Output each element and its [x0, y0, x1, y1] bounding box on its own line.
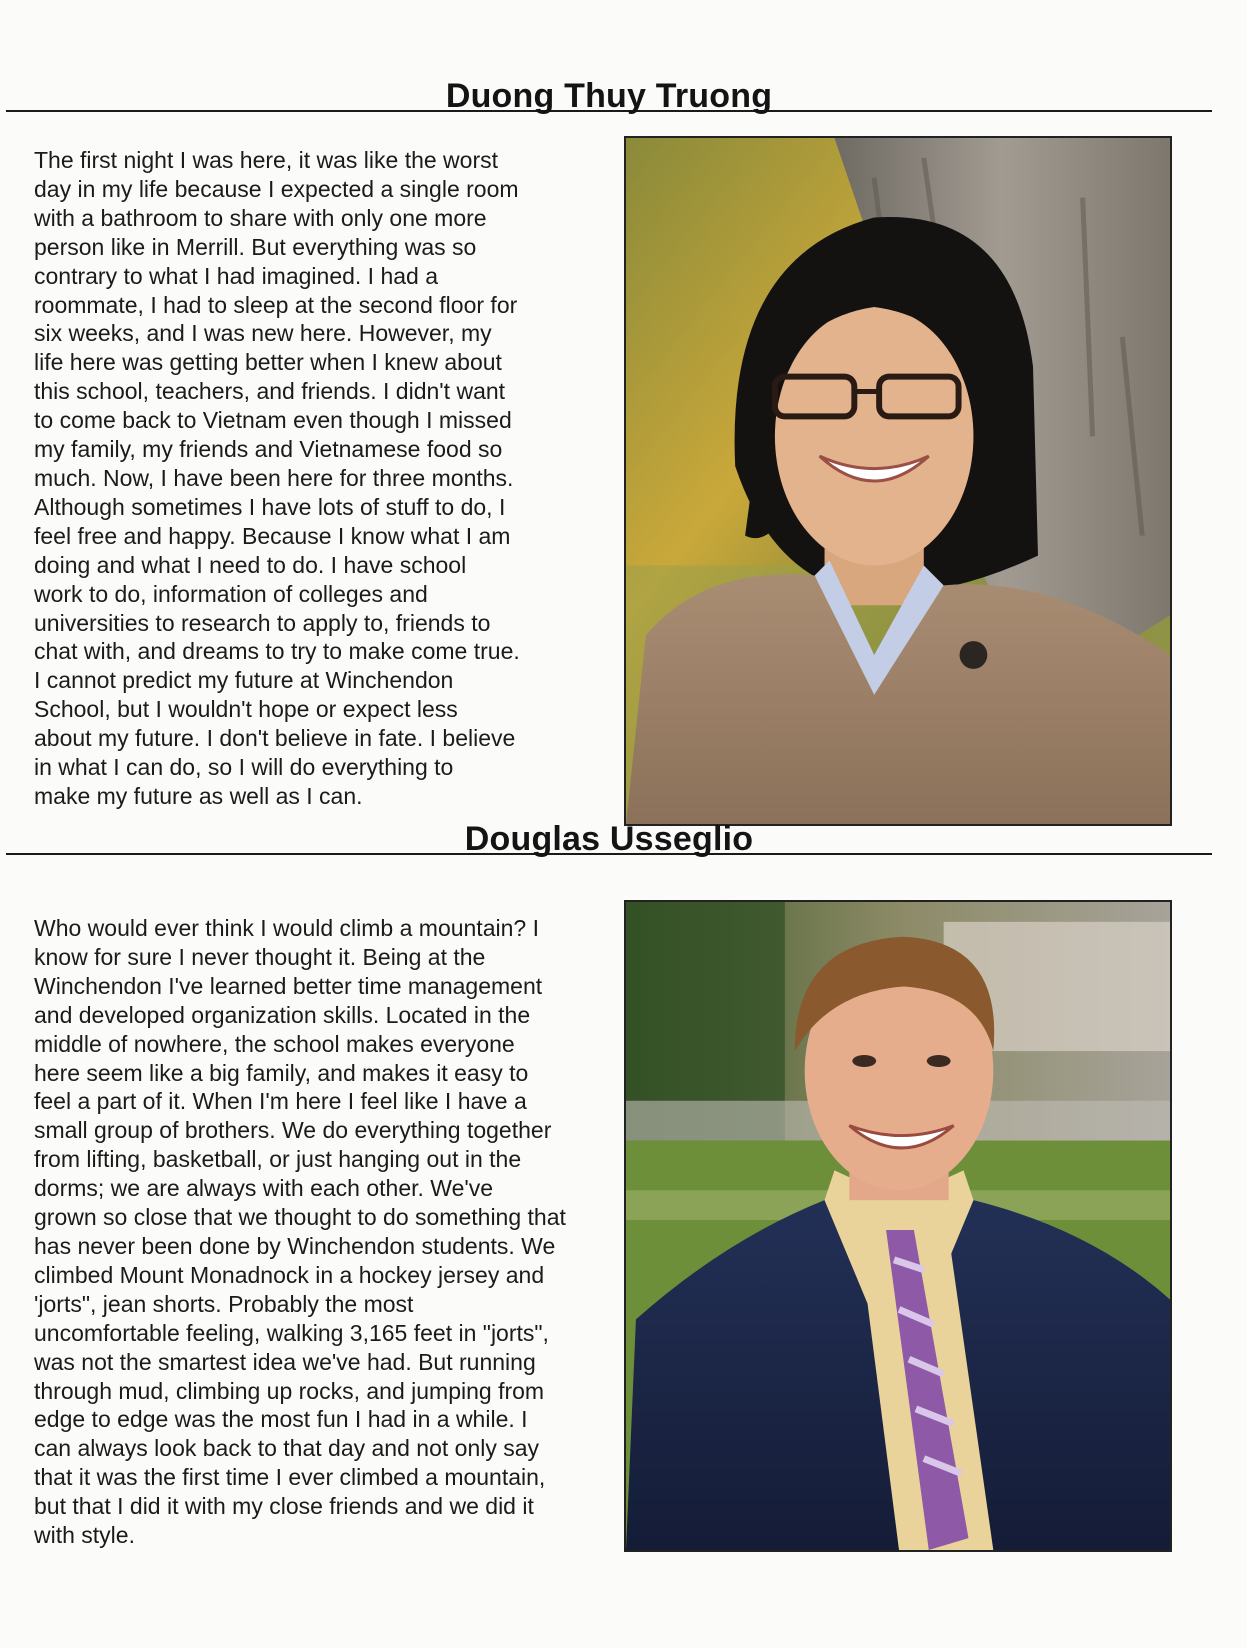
student-name: Douglas Usseglio: [464, 820, 754, 858]
bio-line: climbed Mount Monadnock in a hockey jersey and: [34, 1261, 545, 1288]
bio-line: to come back to Vietnam even though I missed: [34, 407, 512, 434]
bio-line: contrary to what I had imagined. I had a: [34, 262, 439, 289]
bio-line: from lifting, basketball, or just hanging out in the: [34, 1146, 522, 1173]
bio-line: with a bathroom to share with only one more: [34, 204, 487, 231]
bio-line: and developed organization skills. Located in the: [34, 1001, 531, 1028]
bio-line: Who would ever think I would climb a mountain? I: [34, 915, 539, 941]
bio-line: much. Now, I have been here for three months.: [34, 464, 514, 491]
bio-line: has never been done by Winchendon students. We: [34, 1232, 556, 1259]
bio-line: life here was getting better when I knew about: [34, 349, 502, 376]
bio-line: uncomfortable feeling, walking 3,165 feet in "jorts",: [34, 1319, 549, 1346]
student-portrait-photo: [624, 900, 1172, 1552]
bio-line: 'jorts", jean shorts. Probably the most: [34, 1290, 414, 1317]
bio-line: middle of nowhere, the school makes everyone: [34, 1030, 515, 1057]
bio-line: my family, my friends and Vietnamese food so: [34, 436, 503, 463]
student-portrait-photo: [624, 136, 1172, 826]
bio-line: Winchendon I've learned better time management: [34, 972, 543, 999]
name-heading-row: [6, 815, 1212, 858]
bio-line: with style.: [34, 1522, 135, 1549]
bio-line: that it was the first time I ever climbed a mountain,: [34, 1464, 546, 1491]
profile-section-2: [0, 820, 1247, 1648]
student-name: Duong Thuy Truong: [445, 77, 773, 115]
bio-line: here seem like a big family, and makes it easy to: [34, 1059, 529, 1086]
bio-line: feel a part of it. When I'm here I feel like I have a: [34, 1088, 527, 1115]
portrait-illustration: [626, 138, 1170, 824]
bio-line: but that I did it with my close friends and we did it: [34, 1493, 534, 1520]
bio-line: work to do, information of colleges and: [34, 580, 428, 607]
bio-line: person like in Merrill. But everything was so: [34, 233, 477, 260]
bio-line: in what I can do, so I will do everything to: [34, 754, 454, 781]
bio-line: six weeks, and I was new here. However, my: [34, 320, 492, 347]
bio-line: universities to research to apply to, friends to: [34, 609, 491, 636]
bio-line: can always look back to that day and not only say: [34, 1435, 540, 1462]
bio-line: day in my life because I expected a single room: [34, 175, 519, 202]
bio-line: was not the smartest idea we've had. But running: [34, 1348, 536, 1375]
bio-line: grown so close that we thought to do something that: [34, 1204, 566, 1231]
portrait-illustration: [626, 902, 1170, 1550]
bio-line: know for sure I never thought it. Being at the: [34, 943, 486, 970]
bio-line: about my future. I don't believe in fate. I believe: [34, 725, 516, 752]
bio-line: through mud, climbing up rocks, and jumping from: [34, 1377, 545, 1404]
bio-line: chat with, and dreams to try to make come true.: [34, 638, 520, 665]
bio-line: this school, teachers, and friends. I didn't want: [34, 378, 506, 405]
bio-line: Although sometimes I have lots of stuff to do, I: [34, 493, 506, 520]
name-heading-row: [6, 72, 1212, 115]
bio-line: small group of brothers. We do everything together: [34, 1117, 552, 1144]
bio-line: edge to edge was the most fun I had in a while. I: [34, 1406, 528, 1433]
student-bio: [34, 146, 624, 811]
bio-line: dorms; we are always with each other. We've: [34, 1175, 494, 1202]
bio-line: make my future as well as I can.: [34, 782, 363, 809]
bio-line: I cannot predict my future at Winchendon: [34, 667, 454, 694]
student-bio: [34, 914, 624, 1550]
bio-line: doing and what I need to do. I have school: [34, 551, 467, 578]
bio-line: roommate, I had to sleep at the second floor for: [34, 291, 518, 318]
bio-line: School, but I wouldn't hope or expect less: [34, 696, 458, 723]
bio-line: The first night I was here, it was like the worst: [34, 147, 499, 173]
bio-line: feel free and happy. Because I know what I am: [34, 522, 511, 549]
